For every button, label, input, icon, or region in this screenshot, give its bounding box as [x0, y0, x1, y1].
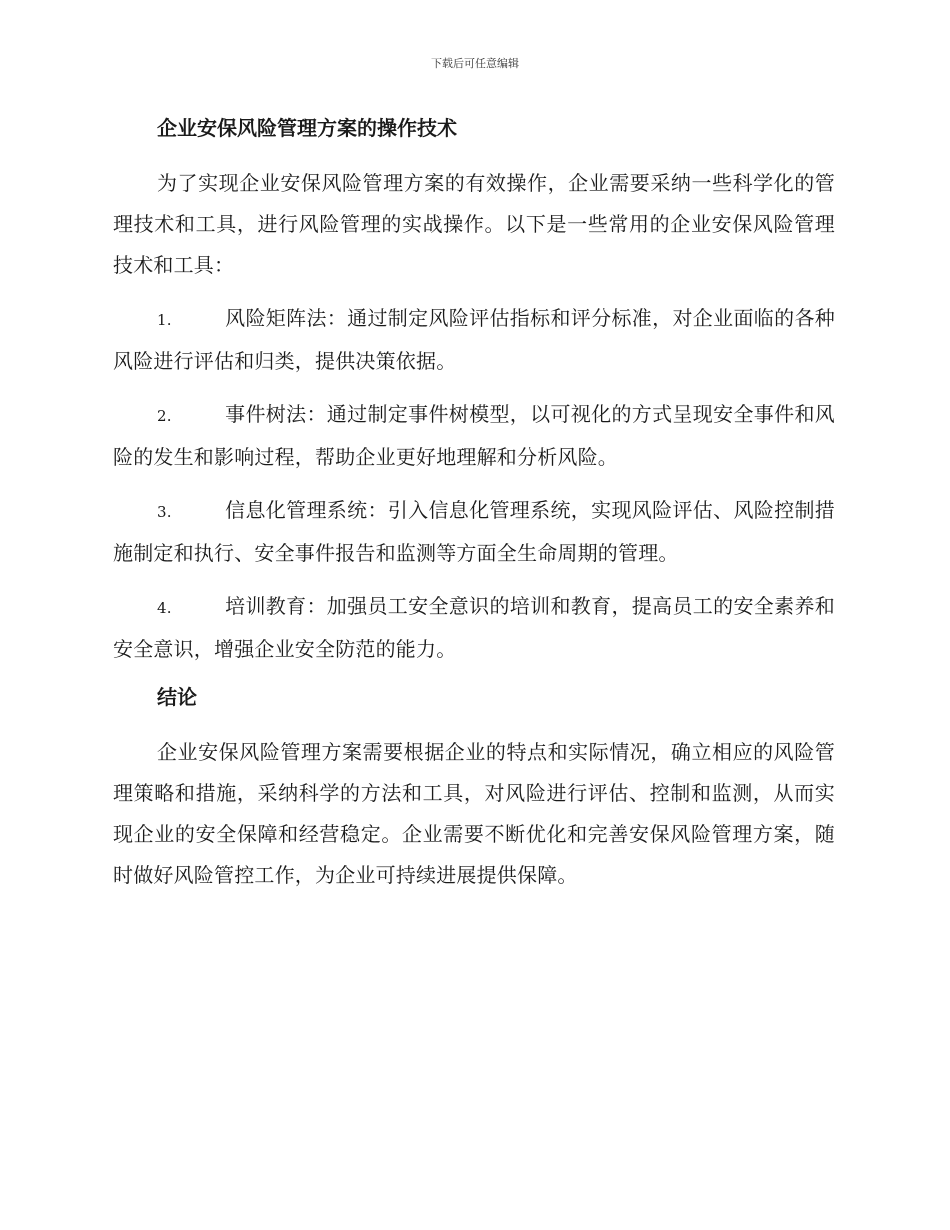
list-item-number: 2. — [157, 407, 172, 425]
section-title-conclusion: 结论 — [157, 685, 197, 709]
list-item-text: 风险矩阵法：通过制定风险评估指标和评分标准，对企业面临的各种风险进行评估和归类，提供决策依据。 — [113, 306, 835, 373]
list-item-text: 信息化管理系统：引入信息化管理系统，实现风险评估、风险控制措施制定和执行、安全事件报告和监测等方面全生命周期的管理。 — [113, 498, 835, 565]
list-item — [113, 490, 835, 574]
section-title-operation-techniques: 企业安保风险管理方案的操作技术 — [157, 116, 457, 140]
list-item — [113, 586, 835, 670]
list-item — [113, 394, 835, 478]
document-content — [113, 113, 835, 908]
list-item — [113, 298, 835, 382]
list-item-number: 3. — [157, 503, 172, 521]
list-item-text: 事件树法：通过制定事件树模型，以可视化的方式呈现安全事件和风险的发生和影响过程，帮助企业更好地理解和分析风险。 — [113, 402, 835, 469]
conclusion-paragraph: 企业安保风险管理方案需要根据企业的特点和实际情况，确立相应的风险管理策略和措施，采纳科学的方法和工具，对风险进行评估、控制和监测，从而实现企业的安全保障和经营稳定。企业需要不断优化和完善安保风险管理方案，随时做好风险管控工作，为企业可持续进展提供保障。 — [113, 740, 835, 887]
list-item-number: 1. — [157, 311, 172, 329]
list-item-text: 培训教育：加强员工安全意识的培训和教育，提高员工的安全素养和安全意识，增强企业安全防范的能力。 — [113, 594, 835, 661]
header-note: 下载后可任意编辑 — [431, 57, 519, 70]
intro-paragraph: 为了实现企业安保风险管理方案的有效操作，企业需要采纳一些科学化的管理技术和工具，进行风险管理的实战操作。以下是一些常用的企业安保风险管理技术和工具： — [113, 171, 835, 277]
list-item-number: 4. — [157, 599, 172, 617]
